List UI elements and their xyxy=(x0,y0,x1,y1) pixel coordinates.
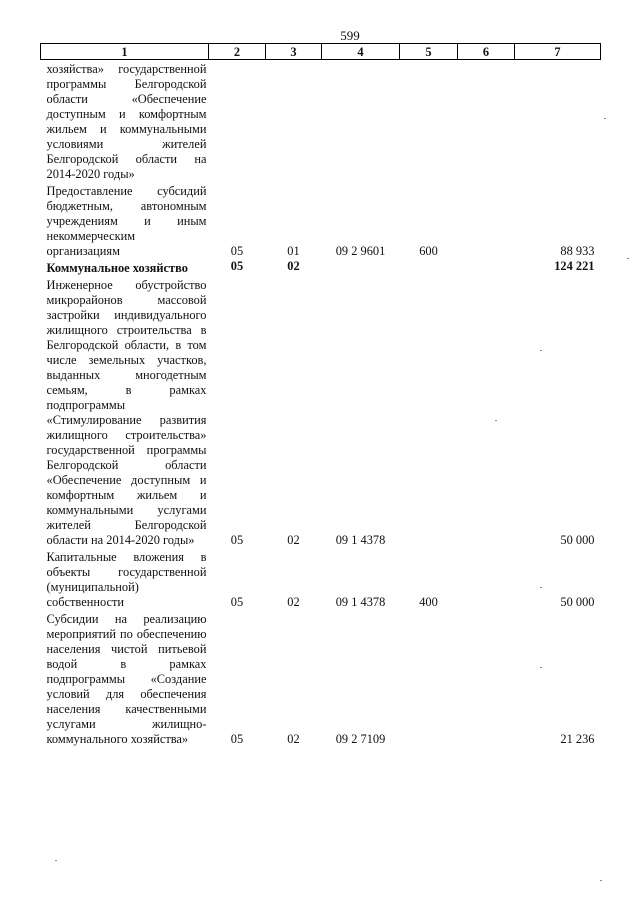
table-row-section-total xyxy=(41,259,601,276)
table-row xyxy=(41,60,601,183)
table-row xyxy=(41,182,601,259)
row-subsection: 01 xyxy=(287,244,300,258)
table-row xyxy=(41,276,601,548)
row-amount xyxy=(515,60,601,183)
scan-speck xyxy=(540,587,542,588)
row-col6 xyxy=(458,182,515,259)
row-amount: 88 933 xyxy=(560,244,595,258)
row-expense-type xyxy=(400,60,458,183)
row-target-code: 09 1 4378 xyxy=(335,533,386,547)
column-header: 4 xyxy=(322,44,400,60)
row-amount: 50 000 xyxy=(560,595,595,609)
budget-table xyxy=(40,43,601,747)
scan-speck xyxy=(600,880,602,881)
row-subsection: 02 xyxy=(287,533,300,547)
page-number: 599 xyxy=(340,28,360,43)
row-expense-type xyxy=(400,276,458,548)
row-col6 xyxy=(458,610,515,747)
column-header: 2 xyxy=(209,44,266,60)
column-header: 5 xyxy=(400,44,458,60)
row-section: 05 xyxy=(230,244,244,258)
row-amount: 50 000 xyxy=(560,533,595,547)
row-name: Инженерное обустройство микрорайонов массовой застройки индивидуального жилищного строительства в Белгородской области, в том числе земельных участков, выданных многодетным семьям, в рамках подпрограммы «Стимулирование развития жилищного строительства» государственной программы Белгородской области «Обеспечение доступным и комфортным жильем и коммунальными услугами жителей Белгородской области на 2014-2020 годы» xyxy=(46,278,207,547)
row-target-code xyxy=(322,259,400,276)
row-name: Капитальные вложения в объекты государственной (муниципальной) собственности xyxy=(46,550,207,609)
column-header: 6 xyxy=(458,44,515,60)
row-section: 05 xyxy=(230,259,244,273)
row-subsection: 02 xyxy=(287,259,300,273)
scan-speck xyxy=(604,118,606,119)
column-header: 7 xyxy=(515,44,601,60)
scan-speck xyxy=(540,667,542,668)
row-col6 xyxy=(458,60,515,183)
row-target-code xyxy=(322,60,400,183)
row-subsection: 02 xyxy=(287,732,300,746)
scan-speck xyxy=(627,258,629,259)
row-subsection xyxy=(266,60,322,183)
column-header: 3 xyxy=(266,44,322,60)
row-subsection: 02 xyxy=(287,595,300,609)
column-header: 1 xyxy=(41,44,209,60)
row-col6 xyxy=(458,548,515,610)
row-section: 05 xyxy=(230,595,244,609)
row-amount: 124 221 xyxy=(554,259,595,273)
row-expense-type xyxy=(400,259,458,276)
row-col6 xyxy=(458,276,515,548)
table-row xyxy=(41,610,601,747)
row-section xyxy=(209,60,266,183)
row-target-code: 09 1 4378 xyxy=(335,595,386,609)
row-target-code: 09 2 9601 xyxy=(335,244,386,258)
row-name: Коммунальное хозяйство xyxy=(46,261,188,275)
row-section: 05 xyxy=(230,732,244,746)
scan-speck xyxy=(540,350,542,351)
row-name: Субсидии на реализацию мероприятий по обеспечению населения чистой питьевой водой в рамках подпрограммы «Создание условий для обеспечения населения качественными услугами жилищно-коммунального хозяйства» xyxy=(46,612,207,746)
row-amount: 21 236 xyxy=(560,732,595,746)
row-expense-type: 600 xyxy=(419,244,438,258)
row-target-code: 09 2 7109 xyxy=(335,732,386,746)
scan-speck xyxy=(495,420,497,421)
row-expense-type: 400 xyxy=(419,595,438,609)
row-expense-type xyxy=(400,610,458,747)
scan-speck xyxy=(55,860,57,861)
row-section: 05 xyxy=(230,533,244,547)
table-row xyxy=(41,548,601,610)
row-name: Предоставление субсидий бюджетным, автономным учреждениям и иным некоммерческим организациям xyxy=(46,184,207,258)
row-name: хозяйства» государственной программы Белгородской области «Обеспечение доступным и комфортным жильем и коммунальными условиями жителей Белгородской области на 2014-2020 годы» xyxy=(46,62,207,181)
header-row xyxy=(41,44,601,60)
row-col6 xyxy=(458,259,515,276)
